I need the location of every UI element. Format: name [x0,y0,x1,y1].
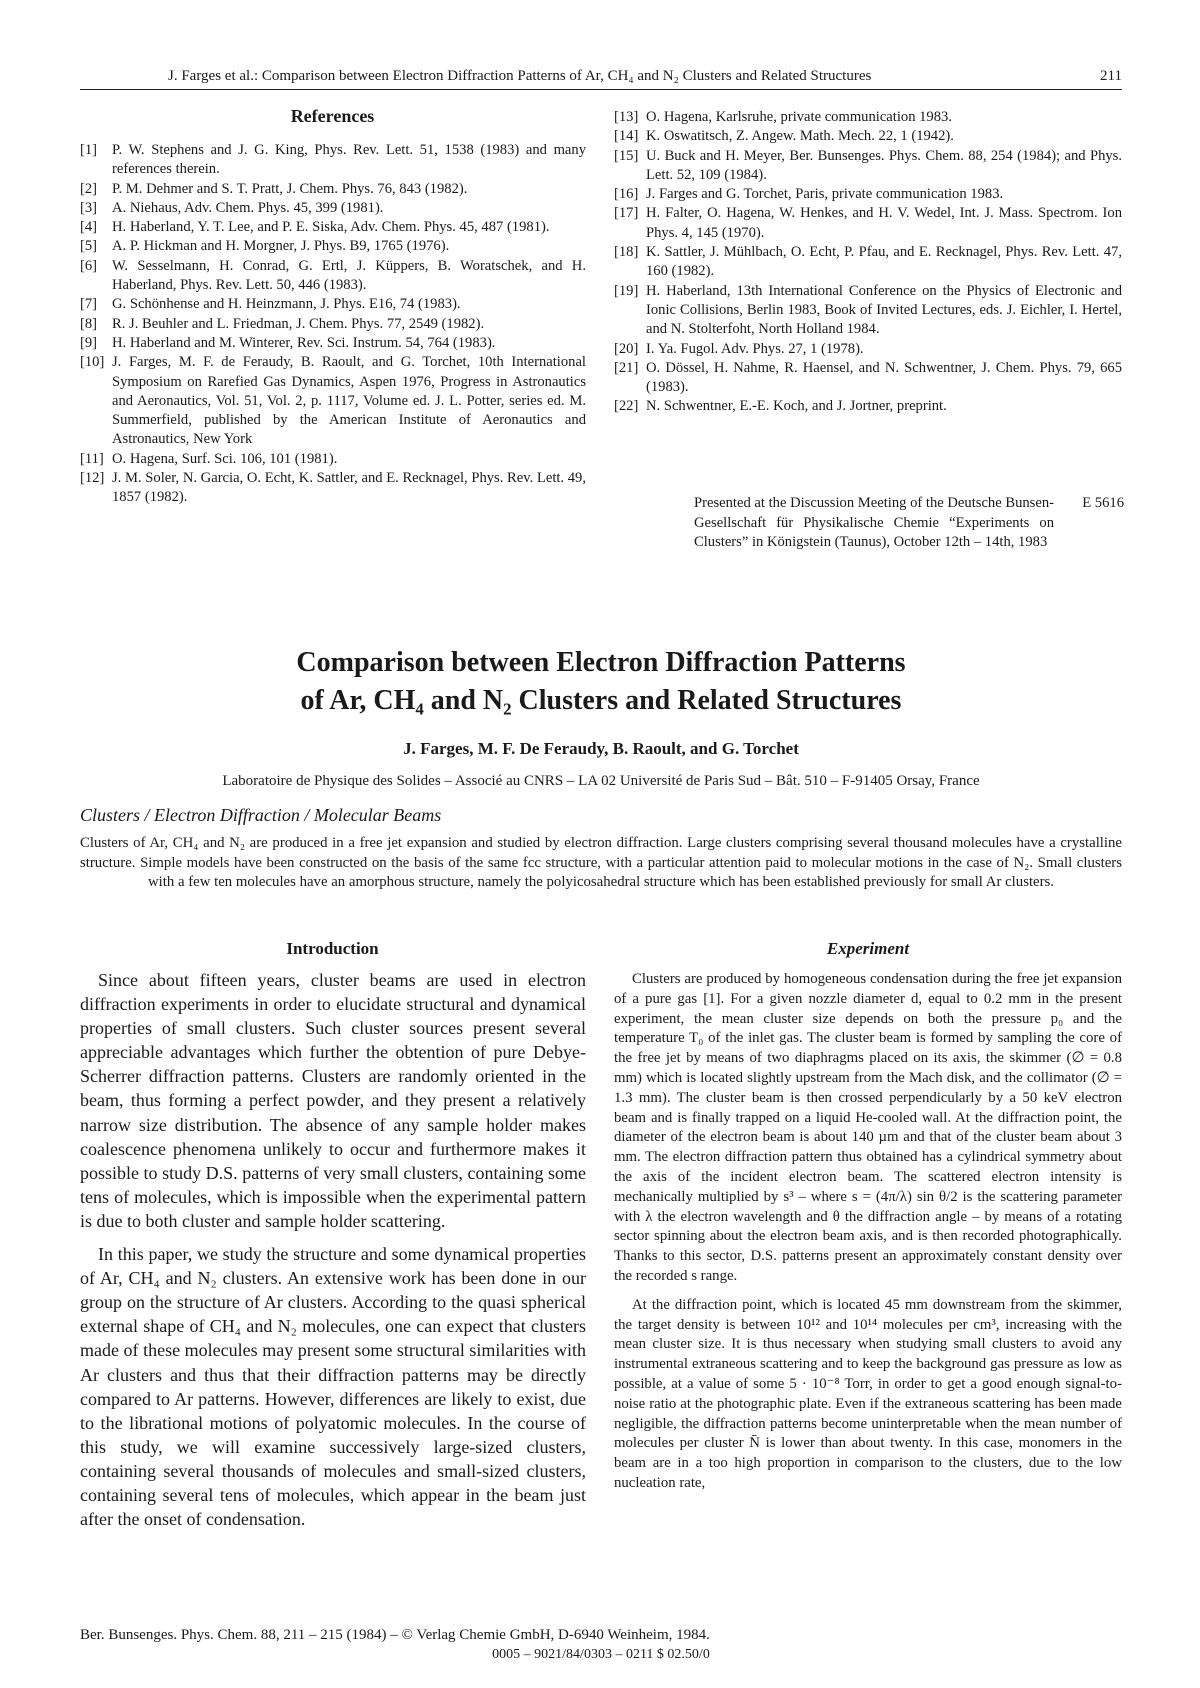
reference-item: [9] H. Haberland and M. Winterer, Rev. Sci. Instrum. 54, 764 (1983). [80,334,496,351]
header-rule [80,89,1122,90]
reference-item: [1] P. W. Stephens and J. G. King, Phys. Rev. Lett. 51, 1538 (1983) and many references therein. [80,142,586,178]
reference-item: [2] P. M. Dehmer and S. T. Pratt, J. Chem. Phys. 76, 843 (1982). [80,180,468,197]
introduction-body [80,968,586,1540]
reference-item: [20] I. Ya. Fugol. Adv. Phys. 27, 1 (1978). [614,340,864,357]
paragraph: In this paper, we study the structure and some dynamical properties of Ar, CH₄ and N₂ clusters. An extensive work has been done in our group on the structure of Ar clusters. According to the quasi spherical external shape of CH₄ and N₂ molecules, one can expect that clusters made of these molecules may present some structural similarities with Ar clusters and thus that their diffraction patterns may be directly compared to Ar patterns. However, differences are likely to exist, due to the librational motions of polyatomic molecules. In the course of this study, we will examine successively large-sized clusters, containing several thousands of molecules and small-sized clusters, containing several tens of molecules, which appear in the beam just after the onset of condensation. [80,1244,586,1530]
abstract: Clusters of Ar, CH₄ and N₂ are produced in a free jet expansion and studied by electron diffraction. Large clusters comprising several thousand molecules have a crystalline structure. Simple models have been constructed on the basis of the same fcc structure, with a particular attention paid to molecular motions in the case of N₂. Small clusters with a few ten molecules have an amorphous structure, namely the polyicosahedral structure which has been established previously for small Ar clusters. [80,835,1122,890]
reference-item: [4] H. Haberland, Y. T. Lee, and P. E. Siska, Adv. Chem. Phys. 45, 487 (1981). [80,219,550,236]
references-left-column [80,141,586,508]
references-heading: References [290,106,375,126]
experiment-body [614,970,1122,1503]
reference-item: [22] N. Schwentner, E.-E. Koch, and J. Jortner, preprint. [614,398,947,415]
paragraph: Clusters are produced by homogeneous condensation during the free jet expansion of a pure gas [1]. For a given nozzle diameter d, equal to 0.2 mm in the present experiment, the mean cluster size depends on both the pressure p₀ and the temperature T₀ of the inlet gas. The cluster beam is formed by sampling the core of the free jet by means of two diaphragms placed on its axis, the skimmer (∅ = 0.8 mm) which is located slightly upstream from the Mach disk, and the collimator (∅ = 1.3 mm). The cluster beam is then crossed perpendicularly by a 50 keV electron beam and is finally trapped on a liquid He-cooled wall. At the diffraction point, the diameter of the electron beam is about 140 µm and that of the cluster beam about 3 mm. The electron diffraction pattern thus obtained has a cylindrical symmetry about the axis of the incident electron beam. The scattered electron intensity is mechanically multiplied by s³ – where s = (4π/λ) sin θ/2 is the scattering parameter with λ the electron wavelength and θ the diffraction angle – by means of a rotating sector spinning about the electron beam axis, and is then recorded photographically. Thanks to this sector, D.S. patterns present an approximately constant density over the recorded s range. [614,971,1122,1284]
references-right-column [614,108,1122,417]
reference-item: [14] K. Oswatitsch, Z. Angew. Math. Mech. 22, 1 (1942). [614,128,954,145]
paper-title-line: of Ar, CH₄ and N₂ Clusters and Related Structures [300,685,902,716]
reference-item: [16] J. Farges and G. Torchet, Paris, private communication 1983. [614,186,1004,203]
reference-item: [13] O. Hagena, Karlsruhe, private communication 1983. [614,109,952,125]
reference-item: [10] J. Farges, M. F. de Feraudy, B. Raoult, and G. Torchet, 10th International Symposium on Rarefied Gas Dynamics, Aspen 1976, Progress in Astronautics and Aeronautics, Vol. 51, Vol. 2, p. 1117, Volume ed. J. L. Potter, series ed. M. Summerfield, published by the American Institute of Aeronautics and Astronautics, New York [80,354,586,448]
reference-item: [17] H. Falter, O. Hagena, W. Henkes, and H. V. Wedel, Int. J. Mass. Spectrom. Ion Phys. 4, 145 (1970). [614,205,1122,241]
reference-item: [3] A. Niehaus, Adv. Chem. Phys. 45, 399 (1981). [80,199,384,216]
reference-item: [19] H. Haberland, 13th International Conference on the Physics of Electronic and Ionic Collisions, Berlin 1983, Book of Invited Lectures, eds. J. Eichler, I. Hertel, and N. Stolterfoht, North Holland 1984. [614,282,1122,338]
reference-item: [5] A. P. Hickman and H. Morgner, J. Phys. B9, 1765 (1976). [80,238,450,255]
experiment-heading: Experiment [826,939,910,958]
running-head-title: J. Farges et al.: Comparison between Electron Diffraction Patterns of Ar, CH₄ and N₂ Clusters and Related Structures [168,68,872,84]
presented-note: Presented at the Discussion Meeting of the Deutsche Bunsen-Gesellschaft für Physikalische Chemie “Experiments on Clusters” in Königstein (Taunus), October 12th – 14th, 1983 [694,495,1054,550]
introduction-heading: Introduction [286,939,379,958]
paper-title [80,644,1122,720]
reference-item: [15] U. Buck and H. Meyer, Ber. Bunsenges. Phys. Chem. 88, 254 (1984); and Phys. Lett. 52, 109 (1984). [614,147,1122,183]
reference-item: [7] G. Schönhense and H. Heinzmann, J. Phys. E16, 74 (1983). [80,296,461,313]
citation-text: Ber. Bunsenges. Phys. Chem. 88, 211 – 215 (1984) – © Verlag Chemie GmbH, D-6940 Weinheim, 1984. [80,1627,710,1643]
paper-title-line: Comparison between Electron Diffraction Patterns [296,647,906,678]
reference-item: [18] K. Sattler, J. Mühlbach, O. Echt, P. Pfau, and E. Recknagel, Phys. Rev. Lett. 47, 160 (1982). [614,244,1122,280]
manuscript-code: E 5616 [1082,495,1124,511]
reference-item: [6] W. Sesselmann, H. Conrad, G. Ertl, J. Küppers, B. Woratschek, and H. Haberland, Phys. Rev. Lett. 50, 446 (1983). [80,257,586,294]
reference-item: [8] R. J. Beuhler and L. Friedman, J. Chem. Phys. 77, 2549 (1982). [80,315,485,332]
running-head [80,64,1122,88]
reference-item: [11] O. Hagena, Surf. Sci. 106, 101 (1981). [80,450,338,467]
paragraph: At the diffraction point, which is located 45 mm downstream from the skimmer, the target density is between 10¹² and 10¹⁴ molecules per cm³, increasing with the mean cluster size. It is thus necessary when studying small clusters to avoid any instrumental extraneous scattering and to keep the background gas pressure as low as possible, at a value of some 5 · 10⁻⁸ Torr, in order to get a good enough signal-to-noise ratio at the photographic plate. Even if the extraneous scattering has been made negligible, the diffraction patterns become uninterpretable when the mean number of molecules per cluster N̄ is lower than about twenty. In this case, monomers in the beam are in a too high proportion in comparison to the clusters, due to the low nucleation rate, [614,1296,1122,1491]
affiliation: Laboratoire de Physique des Solides – Associé au CNRS – LA 02 Université de Paris Sud – Bât. 510 – F-91405 Orsay, France [222,773,980,789]
issn-line: 0005 – 9021/84/0303 – 0211 $ 02.50/0 [492,1647,710,1662]
keywords: Clusters / Electron Diffraction / Molecular Beams [80,805,442,825]
reference-item: [12] J. M. Soler, N. Garcia, O. Echt, K. Sattler, and E. Recknagel, Phys. Rev. Lett. 49, 1857 (1982). [80,470,586,506]
page-number: 211 [1100,68,1122,84]
reference-item: [21] O. Dössel, H. Nahme, R. Haensel, and N. Schwentner, J. Chem. Phys. 79, 665 (1983). [614,359,1122,396]
paragraph: Since about fifteen years, cluster beams are used in electron diffraction experiments in order to elucidate structural and dynamical properties of small clusters. Such cluster sources present several appreciable advantages which further the obtention of pure Debye-Scherrer diffraction patterns. Clusters are randomly oriented in the beam, thus forming a perfect powder, and they present a relatively narrow size distribution. The absence of any sample holder makes coalescence phenomena unlikely to occur and furthermore makes it possible to study D.S. patterns of very small clusters, containing some tens of molecules, which is impossible when the experimental pattern is due to both cluster and sample holder scattering. [80,970,586,1231]
authors: J. Farges, M. F. De Feraudy, B. Raoult, and G. Torchet [403,739,799,758]
